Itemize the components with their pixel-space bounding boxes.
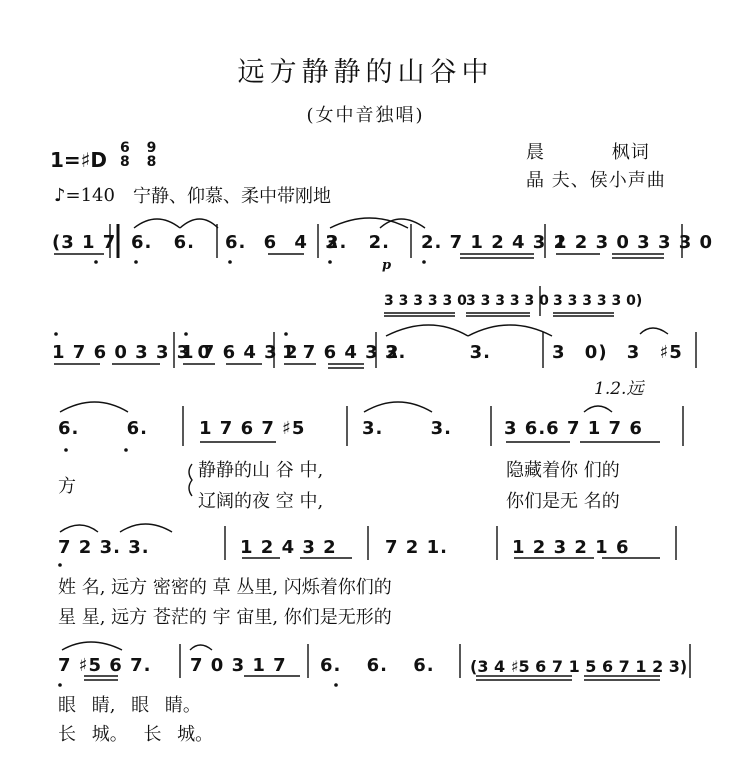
octave-dot	[334, 683, 338, 687]
s2-measure-4: 3. 3.	[385, 342, 491, 363]
tie	[468, 325, 552, 336]
tie	[60, 402, 128, 412]
song-subtitle: (女中音独唱)	[306, 105, 425, 126]
tie	[180, 219, 218, 228]
s2-measure-5: 3 0) 3 ♯5	[552, 342, 683, 363]
s3-measure-3: 3. 3.	[362, 418, 452, 439]
s5-measure-2: 7 0 3 1 7	[190, 655, 287, 676]
tempo-marking: ♪=140	[54, 185, 115, 206]
tie	[584, 406, 612, 412]
octave-dot	[284, 332, 288, 336]
expression-marking: 宁静、仰慕、柔中带刚地	[133, 186, 331, 207]
lyricist-credit: 晨 枫词	[526, 142, 650, 163]
tie	[364, 402, 432, 412]
verse-brace	[189, 464, 192, 496]
composer-credit: 晶 夫、侯小声曲	[526, 170, 666, 191]
s3-measure-2: 1 7 6 7 ♯5	[199, 418, 306, 439]
s1-measure-5: 2. 7 1 2 4 3 2	[421, 232, 568, 253]
octave-dot	[64, 448, 68, 452]
lyric-v2-line5: 长 城。 长 城。	[58, 724, 214, 745]
octave-dot	[422, 260, 426, 264]
octave-dot	[184, 332, 188, 336]
s2-measure-1: 1 7 6 0 3 3 3 0	[52, 342, 212, 363]
tie	[120, 524, 172, 532]
s4-measure-4: 1 2 3 2 1 6	[512, 537, 630, 558]
s1-measure-1: (3 1 7	[52, 232, 117, 253]
lyric-v2-line3a: 辽阔的夜 空 中,	[198, 491, 324, 512]
lyric-v2-line3b: 你们是无 名的	[506, 491, 620, 512]
octave-dot	[124, 448, 128, 452]
s1b-measure-1: 3 3 3 3 3 0	[384, 293, 467, 309]
octave-dot	[228, 260, 232, 264]
s1-measure-6: 1 2 3 0 3 3 3 0	[554, 232, 714, 253]
lyric-pickup: 方	[58, 476, 76, 497]
lyric-v1-line3a: 静静的山 谷 中,	[198, 460, 324, 481]
tie	[386, 325, 468, 336]
tie	[640, 328, 668, 334]
s3-measure-4: 3 6.6 7 1 7 6	[504, 418, 643, 439]
s4-measure-1: 7 2 3. 3.	[58, 537, 150, 558]
octave-dot	[134, 260, 138, 264]
s3-measure-1: 6. 6.	[58, 418, 148, 439]
dynamic-piano: p	[382, 258, 392, 273]
s1b-measure-3: 3 3 3 3 3 0)	[553, 293, 643, 309]
s5-measure-1: 7 ♯5 6 7.	[58, 655, 152, 676]
tie	[62, 642, 122, 650]
lyric-v2-line4: 星 星, 远方 苍茫的 宇 宙里, 你们是无形的	[58, 607, 392, 628]
s1-measure-3: 6. 6 4 3	[225, 232, 339, 253]
octave-dot	[94, 260, 98, 264]
s5-measure-4: (3 4 ♯5 6 7 1 5 6 7 1 2 3)	[470, 657, 688, 676]
octave-dot	[328, 260, 332, 264]
volta-marking: 1.2.远	[594, 379, 644, 399]
lyric-v1-line4: 姓 名, 远方 密密的 草 丛里, 闪烁着你们的	[58, 577, 392, 598]
s4-measure-3: 7 2 1.	[385, 537, 448, 558]
time-signature: 6 9 8 8	[120, 140, 163, 170]
tie	[60, 525, 98, 532]
s5-measure-3: 6. 6. 6.	[320, 655, 435, 676]
s4-measure-2: 1 2 4 3 2	[240, 537, 337, 558]
octave-dot	[58, 683, 62, 687]
lyric-v1-line3b: 隐藏着你 们的	[506, 460, 620, 481]
song-title: 远方静静的山谷中	[237, 57, 494, 88]
tie	[134, 219, 180, 228]
s1b-measure-2: 3 3 3 3 3 0	[466, 293, 549, 309]
lyric-v1-line5: 眼 睛, 眼 睛。	[58, 695, 201, 716]
s2-measure-2: 1 7 6 4 3 2	[181, 342, 299, 363]
tie	[190, 645, 212, 650]
octave-dot	[54, 332, 58, 336]
key-signature: 1=♯D	[50, 148, 107, 172]
s1-measure-4: 2. 2.	[326, 232, 390, 253]
octave-dot	[58, 563, 62, 567]
s1-measure-2: 6. 6.	[131, 232, 195, 253]
s2-measure-3: 1 7 6 4 3 2	[282, 342, 400, 363]
